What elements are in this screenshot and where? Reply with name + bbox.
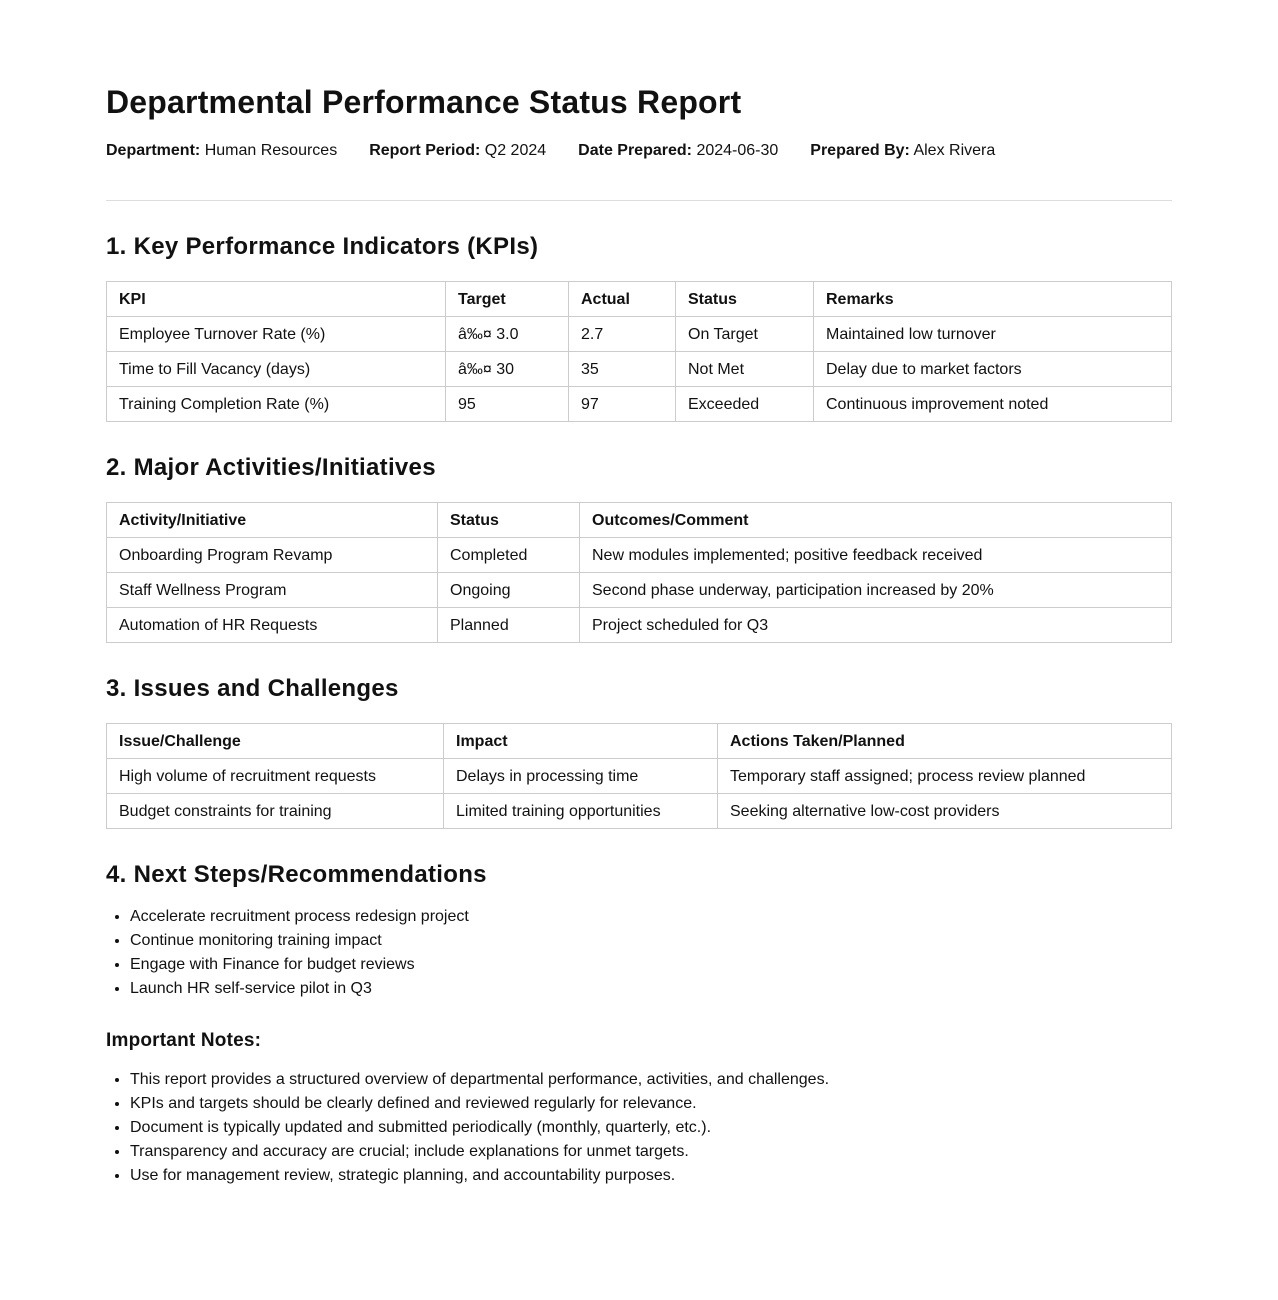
table-cell: Temporary staff assigned; process review planned [718, 759, 1172, 794]
list-item: • Transparency and accuracy are crucial; include explanations for unmet targets. [130, 1140, 829, 1164]
notes-heading: Important Notes: [106, 1030, 262, 1051]
page-title: Departmental Performance Status Report [106, 84, 742, 120]
table-cell: Budget constraints for training [107, 794, 444, 829]
table-cell: 97 [569, 387, 676, 422]
column-header: Outcomes/Comment [580, 503, 1172, 538]
list-item: • This report provides a structured overview of departmental performance, activities, and challenges. [130, 1068, 829, 1092]
table-cell: Completed [438, 538, 580, 573]
activities-table [106, 502, 1172, 643]
header-divider [106, 200, 1172, 201]
list-item: • Launch HR self-service pilot in Q3 [130, 977, 469, 1001]
table-cell: Second phase underway, participation increased by 20% [580, 573, 1172, 608]
meta-value: Alex Rivera [913, 142, 996, 159]
table-cell: Delays in processing time [444, 759, 718, 794]
meta-label: Prepared By: [810, 142, 910, 159]
meta-label: Date Prepared: [578, 142, 692, 159]
kpi-table [106, 281, 1172, 422]
table-cell: Onboarding Program Revamp [107, 538, 438, 573]
table-cell: Maintained low turnover [814, 317, 1172, 352]
list-item: • Engage with Finance for budget reviews [130, 953, 469, 977]
report-meta [106, 141, 1027, 160]
table-cell: â‰¤ 30 [446, 352, 569, 387]
table-cell: New modules implemented; positive feedback received [580, 538, 1172, 573]
table-cell: Ongoing [438, 573, 580, 608]
table-cell: Exceeded [676, 387, 814, 422]
list-item: • Accelerate recruitment process redesign project [130, 905, 469, 929]
column-header: Impact [444, 724, 718, 759]
next-steps-section-heading: 4. Next Steps/Recommendations [106, 861, 487, 888]
table-cell: Not Met [676, 352, 814, 387]
table-cell: Automation of HR Requests [107, 608, 438, 643]
notes-list [106, 1068, 829, 1188]
table-header-row [107, 724, 1172, 759]
table-row [107, 794, 1172, 829]
table-row [107, 573, 1172, 608]
column-header: Issue/Challenge [107, 724, 444, 759]
table-cell: Project scheduled for Q3 [580, 608, 1172, 643]
table-cell: â‰¤ 3.0 [446, 317, 569, 352]
meta-report-period [369, 141, 546, 160]
issues-section-heading: 3. Issues and Challenges [106, 675, 399, 702]
table-cell: Limited training opportunities [444, 794, 718, 829]
table-cell: Continuous improvement noted [814, 387, 1172, 422]
column-header: Status [438, 503, 580, 538]
column-header: Activity/Initiative [107, 503, 438, 538]
table-cell: 35 [569, 352, 676, 387]
column-header: Actual [569, 282, 676, 317]
table-row [107, 352, 1172, 387]
column-header: Target [446, 282, 569, 317]
table-cell: 2.7 [569, 317, 676, 352]
list-item: • Continue monitoring training impact [130, 929, 469, 953]
kpi-section-heading: 1. Key Performance Indicators (KPIs) [106, 233, 539, 260]
meta-prepared-by [810, 141, 995, 160]
table-row [107, 387, 1172, 422]
table-cell: Staff Wellness Program [107, 573, 438, 608]
table-row [107, 317, 1172, 352]
table-cell: High volume of recruitment requests [107, 759, 444, 794]
meta-date-prepared [578, 141, 778, 160]
table-cell: Employee Turnover Rate (%) [107, 317, 446, 352]
table-cell: Time to Fill Vacancy (days) [107, 352, 446, 387]
table-cell: On Target [676, 317, 814, 352]
table-row [107, 538, 1172, 573]
list-item: • Document is typically updated and submitted periodically (monthly, quarterly, etc.). [130, 1116, 829, 1140]
meta-value: Q2 2024 [484, 142, 547, 159]
meta-value: Human Resources [204, 142, 338, 159]
column-header: Remarks [814, 282, 1172, 317]
list-item: • KPIs and targets should be clearly defined and reviewed regularly for relevance. [130, 1092, 829, 1116]
table-row [107, 608, 1172, 643]
issues-table [106, 723, 1172, 829]
activities-section-heading: 2. Major Activities/Initiatives [106, 454, 436, 481]
meta-label: Department: [106, 142, 201, 159]
column-header: Actions Taken/Planned [718, 724, 1172, 759]
meta-department [106, 141, 337, 160]
table-row [107, 759, 1172, 794]
table-cell: Training Completion Rate (%) [107, 387, 446, 422]
table-cell: Planned [438, 608, 580, 643]
next-steps-list [106, 905, 469, 1001]
list-item: • Use for management review, strategic planning, and accountability purposes. [130, 1164, 829, 1188]
table-cell: 95 [446, 387, 569, 422]
table-header-row [107, 282, 1172, 317]
column-header: KPI [107, 282, 446, 317]
meta-label: Report Period: [369, 142, 481, 159]
table-cell: Seeking alternative low-cost providers [718, 794, 1172, 829]
meta-value: 2024-06-30 [696, 142, 779, 159]
column-header: Status [676, 282, 814, 317]
table-header-row [107, 503, 1172, 538]
table-cell: Delay due to market factors [814, 352, 1172, 387]
